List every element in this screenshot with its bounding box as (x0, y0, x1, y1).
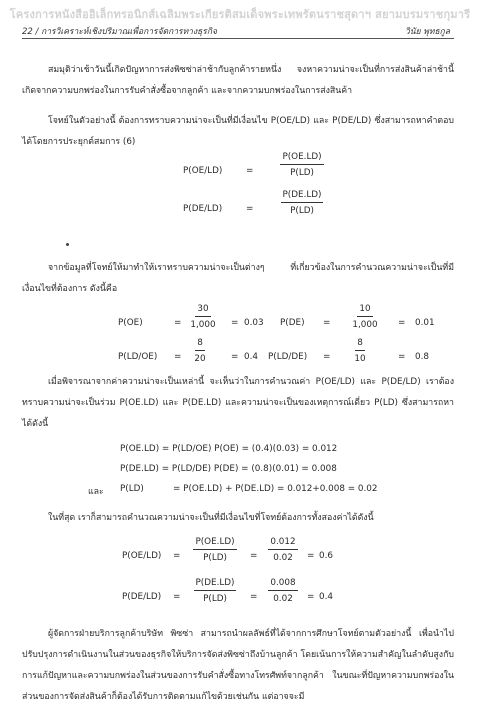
result-oe-fraction (186, 537, 244, 563)
value-poe-numerator: 30 (195, 304, 210, 317)
result-de-numerator: P(DE.LD) (194, 578, 237, 591)
result-de-equals-3: = (307, 592, 315, 602)
formula-oe-denominator: P(LD) (290, 168, 314, 178)
result-de-equals-2: = (250, 592, 258, 602)
joint-oe-line: P(OE.LD) = P(LD/OE) P(OE) = (0.4)(0.03) = 0.012 (120, 444, 338, 454)
result-oe-lhs: P(OE/LD) (122, 551, 162, 561)
running-header-title: 22 / การวิเคราะห์เชิงปริมาณเพื่อการจัดการทางธุรกิจ (22, 27, 217, 37)
formula-de-numerator: P(DE.LD) (281, 190, 324, 203)
formula-oe-numerator: P(OE.LD) (280, 152, 323, 165)
result-de-equals: = (173, 592, 181, 602)
value-pde-equals-2: = (398, 318, 406, 328)
value-plde-denominator: 10 (354, 354, 366, 364)
value-pldoe-equals-2: = (231, 352, 239, 362)
value-plde-equals-2: = (398, 352, 406, 362)
value-plde-fraction (349, 338, 371, 364)
joint-and-word: และ (88, 487, 104, 497)
value-plde-numerator: 8 (355, 338, 365, 351)
result-oe-equals-2: = (250, 551, 258, 561)
result-de-fraction-2 (265, 578, 301, 604)
value-poe-result: 0.03 (244, 318, 264, 328)
value-plde-equals: = (323, 352, 331, 362)
result-de-fraction (186, 578, 244, 604)
value-pldoe-fraction (189, 338, 211, 364)
paragraph-given-data: จากข้อมูลที่โจทย์ให้มาทำให้เราทราบความน่าจะเป็นต่างๆ ที่เกี่ยวข้องในการคำนวณความน่าจะเป็นที่มีเงื่อนไขที่ต้องการ ดังนี้คือ (22, 263, 454, 294)
result-oe-denominator-2: 0.02 (273, 553, 293, 563)
formula-de-fraction (272, 190, 332, 216)
running-header-author: วินัย พุทธกูล (404, 27, 450, 37)
joint-ld-lhs: P(LD) (120, 484, 144, 494)
result-de-value: 0.4 (319, 592, 333, 602)
value-poe-denominator: 1,000 (190, 320, 216, 330)
paragraph-final-calc: ในที่สุด เราก็สามารถคำนวณความน่าจะเป็นที่มีเงื่อนไขที่โจทย์ต้องการทั้งสองค่าได้ดังนี้ (48, 513, 374, 523)
value-poe-fraction (187, 304, 219, 330)
result-de-denominator-2: 0.02 (273, 594, 293, 604)
paragraph-approach: โจทย์ในตัวอย่างนี้ ต้องการทราบความน่าจะเป็นที่มีเงื่อนไข P(OE/LD) และ P(DE/LD) ซึ่งสามารถหาคำตอบได้โดยการประยุกต์สมการ (6) (22, 116, 454, 147)
result-oe-fraction-2 (265, 537, 301, 563)
formula-oe-equals: = (246, 166, 254, 176)
value-poe-equals-2: = (231, 318, 239, 328)
value-pde-numerator: 10 (357, 304, 372, 317)
result-oe-equals: = (173, 551, 181, 561)
value-pldoe-result: 0.4 (244, 352, 258, 362)
stray-mark (66, 243, 69, 246)
paragraph-conclusion: ผู้จัดการฝ่ายบริการลูกค้าบริษัท พิซซ่า สามารถนำผลลัพธ์ที่ได้จากการศึกษาโจทย์ตามตัวอย่างนี้ เพื่อนำไปปรับปรุงการดำเนินงานในส่วนของธุรกิจให้บริการจัดส่งพิซซ่าถึงบ้านลูกค้า โดยเน้นการให้ความสำคัญในลำดับสูงกับการแก้ปัญหาและความบกพร่องในส่วนของการรับคำสั่งซื้อทางโทรศัพท์จากลูกค้า ในขณะที่ปัญหาความบกพร่องในส่วนของการจัดส่งสินค้าก็ต้องได้รับการติดตามแก้ไขด้วยเช่นกัน แต่อาจจะมี (22, 629, 454, 702)
value-plde-result: 0.8 (415, 352, 429, 362)
value-poe-equals: = (174, 318, 182, 328)
result-oe-numerator: P(OE.LD) (193, 537, 236, 550)
formula-de-equals: = (246, 204, 254, 214)
joint-ld-rhs: = P(OE.LD) + P(DE.LD) = 0.012+0.008 = 0.02 (173, 484, 378, 494)
value-pde-fraction (349, 304, 381, 330)
result-oe-denominator: P(LD) (203, 553, 227, 563)
result-oe-value: 0.6 (319, 551, 333, 561)
value-pldoe-equals: = (174, 352, 182, 362)
header-rule (22, 38, 454, 39)
value-pde-result: 0.01 (415, 318, 435, 328)
formula-de-denominator: P(LD) (290, 206, 314, 216)
result-oe-numerator-2: 0.012 (268, 537, 297, 550)
paragraph-problem: สมมุติว่าเช้าวันนี้เกิดปัญหาการส่งพิซซ่าล่าช้ากับลูกค้ารายหนึ่ง จงหาความน่าจะเป็นที่การส่งสินค้าล่าช้านี้ เกิดจากความบกพร่องในการรับคำสั่งซื้อจากลูกค้า และจากความบกพร่องในการส่งสินค้า (22, 65, 454, 96)
formula-de-lhs: P(DE/LD) (183, 204, 223, 214)
watermark: โครงการหนังสืออิเล็กทรอนิกส์เฉลิมพระเกียรติสมเด็จพระเทพรัตนราชสุดาฯ สยามบรมราชกุมารี (9, 8, 471, 21)
value-pldoe-numerator: 8 (195, 338, 205, 351)
result-de-lhs: P(DE/LD) (122, 592, 162, 602)
formula-oe-lhs: P(OE/LD) (183, 166, 223, 176)
result-de-numerator-2: 0.008 (268, 578, 297, 591)
paragraph-joint-needed: เมื่อพิจารณาจากค่าความน่าจะเป็นเหล่านี้ จะเห็นว่าในการคำนวณค่า P(OE/LD) และ P(DE/LD) เราต้องทราบความน่าจะเป็นร่วม P(OE.LD) และ P(DE.LD) และความน่าจะเป็นของเหตุการณ์เดี่ยว P(LD) ซึ่งสามารถหาได้ดังนี้ (22, 377, 454, 429)
result-oe-equals-3: = (307, 551, 315, 561)
value-pde-label: P(DE) (280, 318, 305, 328)
value-poe-label: P(OE) (118, 318, 143, 328)
value-pldoe-denominator: 20 (194, 354, 206, 364)
joint-de-line: P(DE.LD) = P(LD/DE) P(DE) = (0.8)(0.01) = 0.008 (120, 464, 337, 474)
value-pldoe-label: P(LD/OE) (118, 352, 158, 362)
value-plde-label: P(LD/DE) (268, 352, 308, 362)
formula-oe-fraction (272, 152, 332, 178)
value-pde-denominator: 1,000 (352, 320, 378, 330)
value-pde-equals: = (323, 318, 331, 328)
result-de-denominator: P(LD) (203, 594, 227, 604)
